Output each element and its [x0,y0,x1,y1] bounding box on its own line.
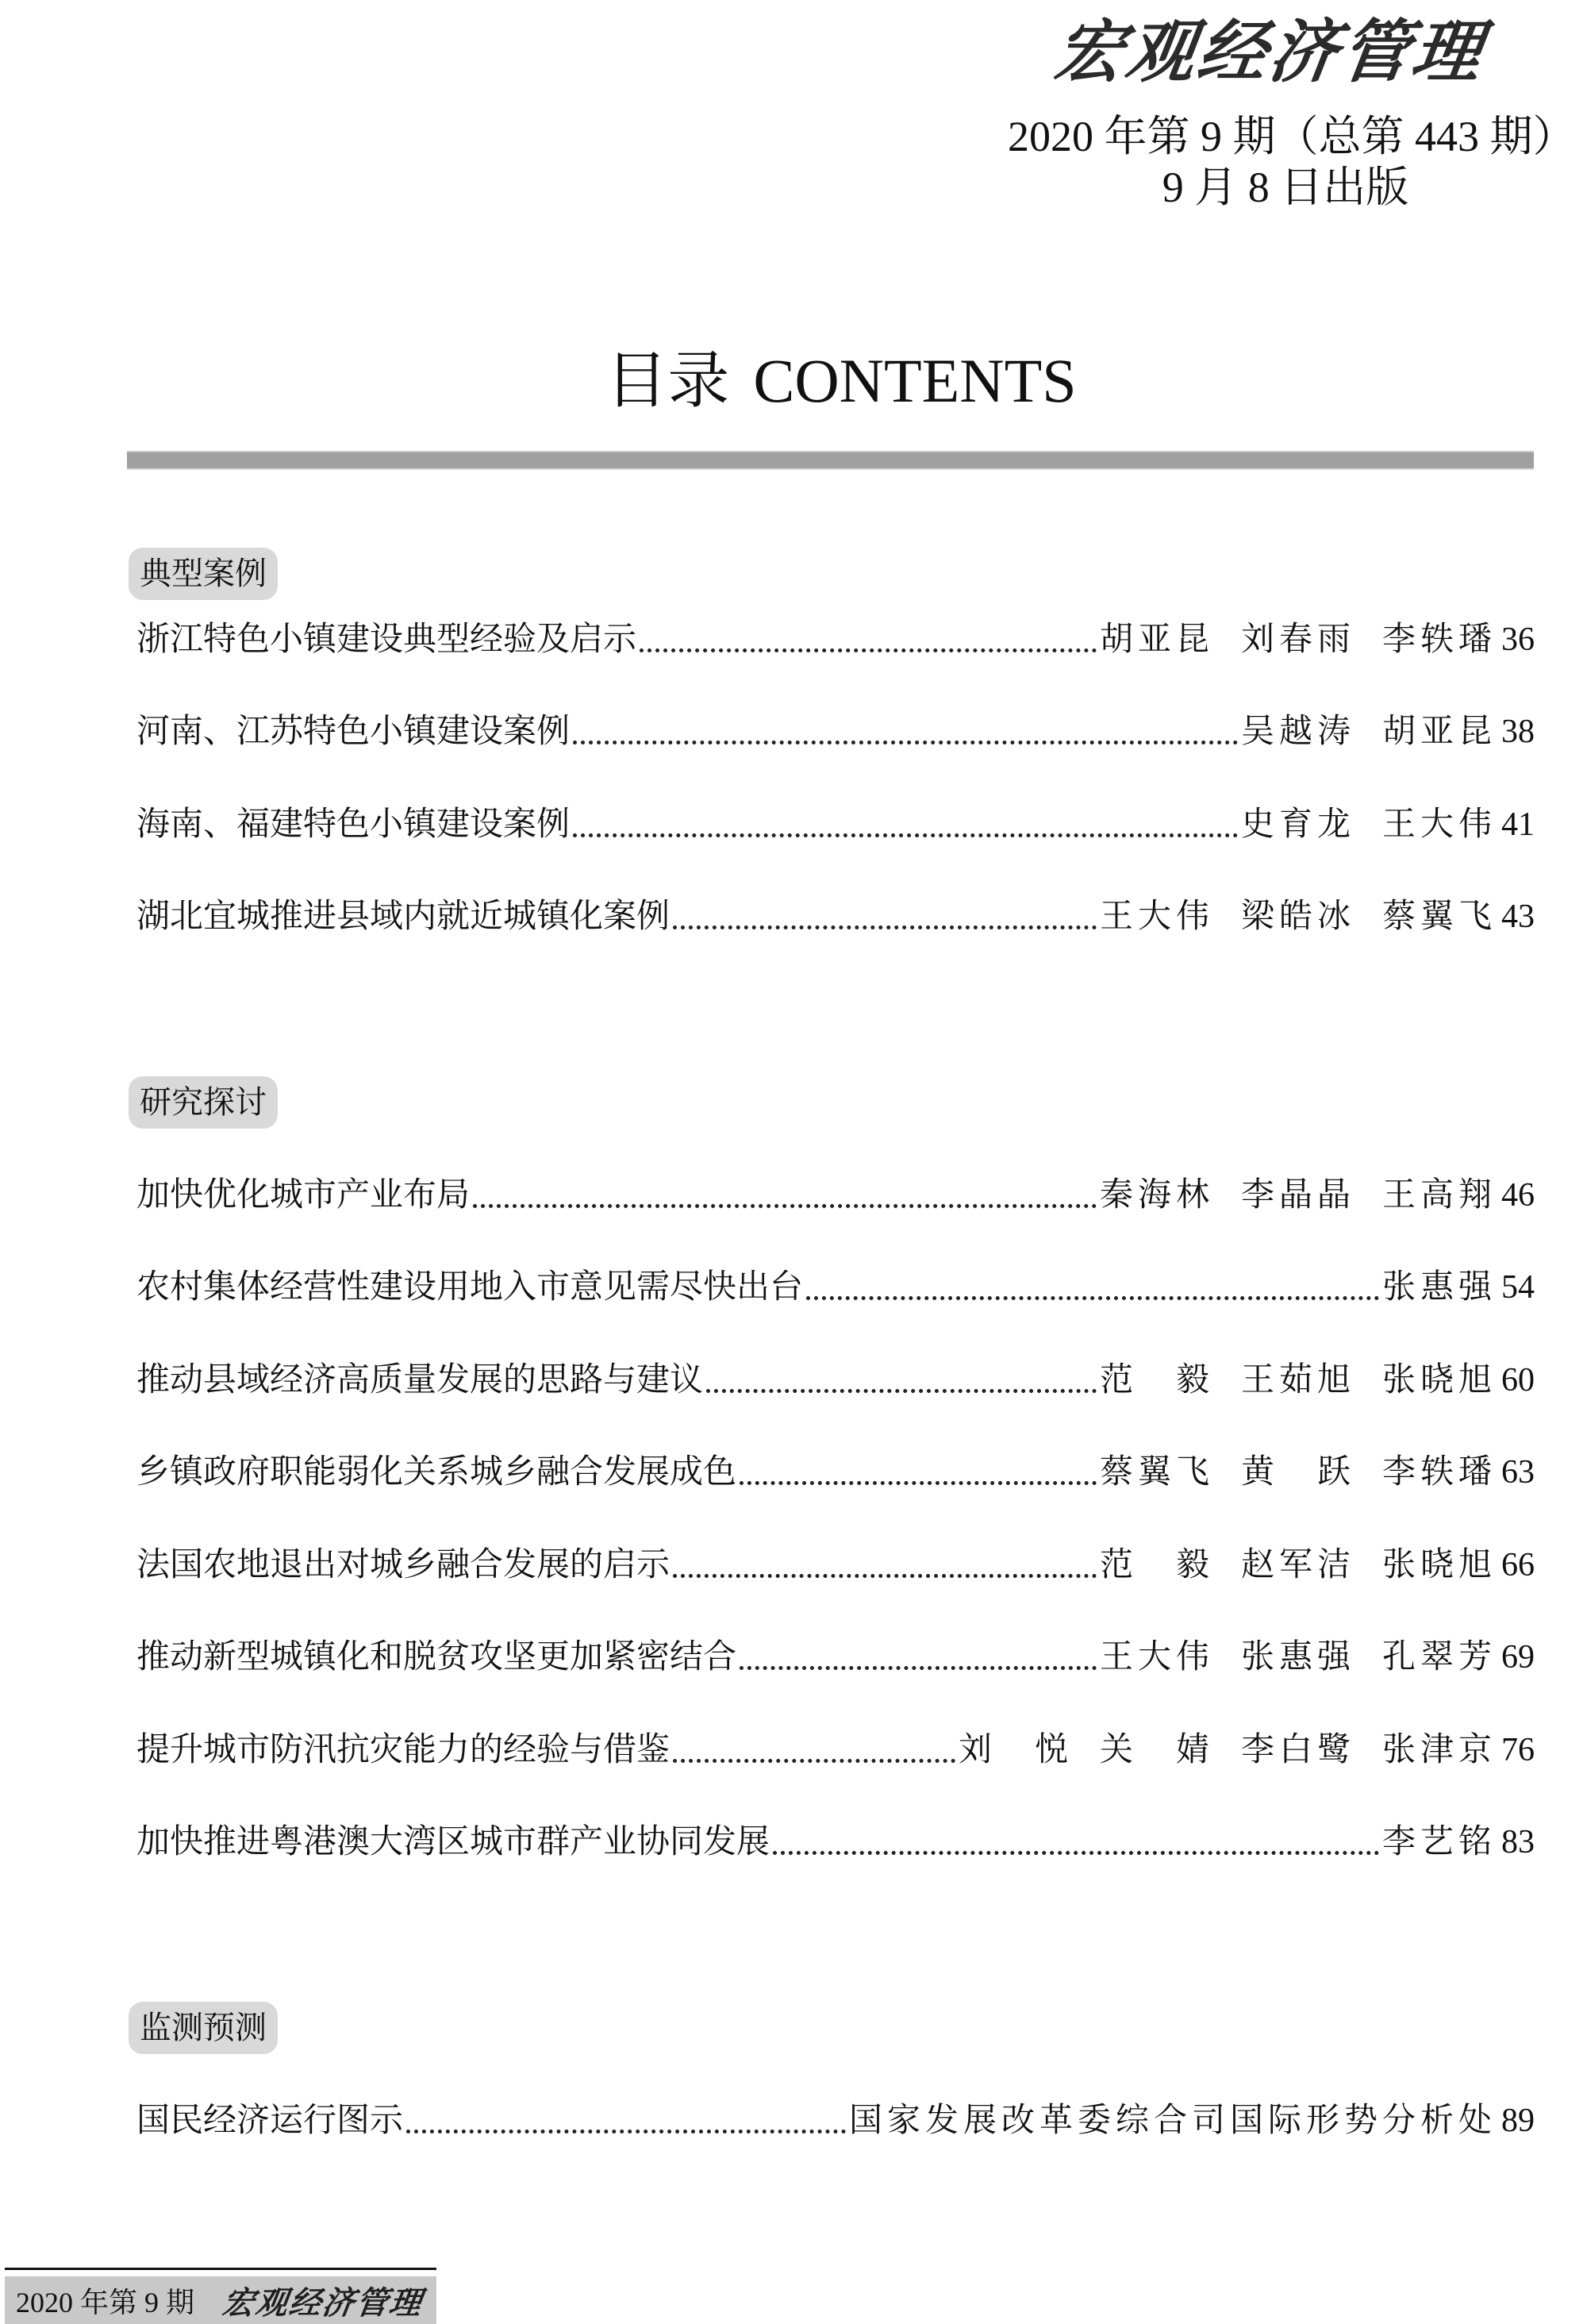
dot-leader [740,1666,1097,1670]
toc-entry[interactable] [136,1541,1535,1589]
entry-authors: 李艺铭 [1381,1824,1497,1860]
entry-authors: 胡亚昆 刘春雨 李轶璠 [1099,621,1497,658]
entry-title[interactable]: 湖北宜城推进县域内就近城镇化案例 [136,898,671,935]
entry-title[interactable]: 海南、福建特色小镇建设案例 [136,806,571,843]
entry-page-number: 43 [1501,898,1535,935]
entry-page-number: 54 [1501,1269,1535,1306]
entry-page-number: 76 [1501,1732,1535,1768]
entry-page-number: 38 [1501,714,1535,750]
toc-entry[interactable] [136,616,1535,664]
entry-page-number: 63 [1501,1454,1535,1491]
toc-entry[interactable] [136,708,1535,756]
entry-page-number: 36 [1501,621,1535,658]
entry-authors: 吴越涛 胡亚昆 [1240,714,1497,750]
entry-page-number: 89 [1501,2103,1535,2139]
entry-title[interactable]: 加快优化城市产业布局 [136,1177,471,1214]
dot-leader [806,1296,1379,1300]
entry-authors: 张惠强 [1381,1269,1497,1306]
toc-entry[interactable] [136,1726,1535,1774]
entry-title[interactable]: 推动新型城镇化和脱贫攻坚更加紧密结合 [136,1639,737,1676]
entry-authors: 刘 悦 关 婧 李白鹭 张津京 [958,1732,1497,1768]
toc-entry[interactable] [136,1356,1535,1404]
dot-leader [673,925,1097,929]
entry-title[interactable]: 乡镇政府职能弱化关系城乡融合发展成色 [136,1454,737,1491]
entry-title[interactable]: 浙江特色小镇建设典型经验及启示 [136,621,637,658]
dot-leader [473,1204,1097,1208]
journal-logo: 宏观经济管理 [1049,12,1490,92]
entry-authors: 国家发展改革委综合司国际形势分析处 [848,2103,1497,2139]
issue-number: 2020 年第 9 期（总第 443 期） [1008,113,1576,160]
publish-date: 9 月 8 日出版 [1162,164,1409,211]
dot-leader [573,741,1238,745]
toc-entry[interactable] [136,1264,1535,1311]
entry-authors: 蔡翼飞 黄 跃 李轶璠 [1099,1454,1497,1491]
dot-leader [640,648,1097,652]
footer-rule [5,2268,436,2270]
entry-title[interactable]: 提升城市防汛抗灾能力的经验与借鉴 [136,1732,671,1768]
dot-leader [406,2130,846,2134]
entry-page-number: 60 [1501,1362,1535,1399]
page-title-cn: 目录 [605,346,730,415]
section-header-typical-cases: 典型案例 [129,548,278,600]
entry-title[interactable]: 推动县域经济高质量发展的思路与建议 [136,1362,704,1399]
entry-authors: 秦海林 李晶晶 王高翔 [1099,1177,1497,1214]
entry-title[interactable]: 法国农地退出对城乡融合发展的启示 [136,1547,671,1583]
entry-title[interactable]: 国民经济运行图示 [136,2103,404,2139]
page-title [0,343,1587,419]
section-header-research: 研究探讨 [129,1076,278,1129]
toc-entry[interactable] [136,893,1535,941]
dot-leader [773,1851,1379,1855]
entry-page-number: 66 [1501,1547,1535,1583]
dot-leader [706,1389,1097,1393]
title-divider-bar [127,451,1534,470]
entry-title[interactable]: 加快推进粤港澳大湾区城市群产业协同发展 [136,1824,770,1860]
page-footer [5,2276,436,2324]
dot-leader [573,833,1238,837]
toc-entry[interactable] [136,1449,1535,1496]
entry-page-number: 41 [1501,806,1535,843]
dot-leader [673,1574,1097,1578]
entry-page-number: 83 [1501,1824,1535,1860]
toc-entry[interactable] [136,801,1535,848]
toc-entry[interactable] [136,1172,1535,1219]
footer-issue: 2020 年第 9 期 [16,2286,195,2318]
entry-page-number: 46 [1501,1177,1535,1214]
entry-authors: 史育龙 王大伟 [1240,806,1497,843]
entry-authors: 范 毅 王茹旭 张晓旭 [1099,1362,1497,1399]
toc-entry[interactable] [136,1633,1535,1681]
page-title-en: CONTENTS [753,346,1077,415]
entry-authors: 王大伟 梁皓冰 蔡翼飞 [1099,898,1497,935]
dot-leader [740,1481,1097,1485]
section-header-monitoring: 监测预测 [129,2002,278,2054]
entry-authors: 王大伟 张惠强 孔翠芳 [1099,1639,1497,1676]
toc-entry[interactable] [136,2097,1535,2145]
entry-title[interactable]: 河南、江苏特色小镇建设案例 [136,714,571,750]
entry-page-number: 69 [1501,1639,1535,1676]
entry-title[interactable]: 农村集体经营性建设用地入市意见需尽快出台 [136,1269,804,1306]
entry-authors: 范 毅 赵军洁 张晓旭 [1099,1547,1497,1583]
footer-journal-logo: 宏观经济管理 [220,2284,425,2322]
toc-entry[interactable] [136,1818,1535,1866]
dot-leader [673,1759,955,1763]
